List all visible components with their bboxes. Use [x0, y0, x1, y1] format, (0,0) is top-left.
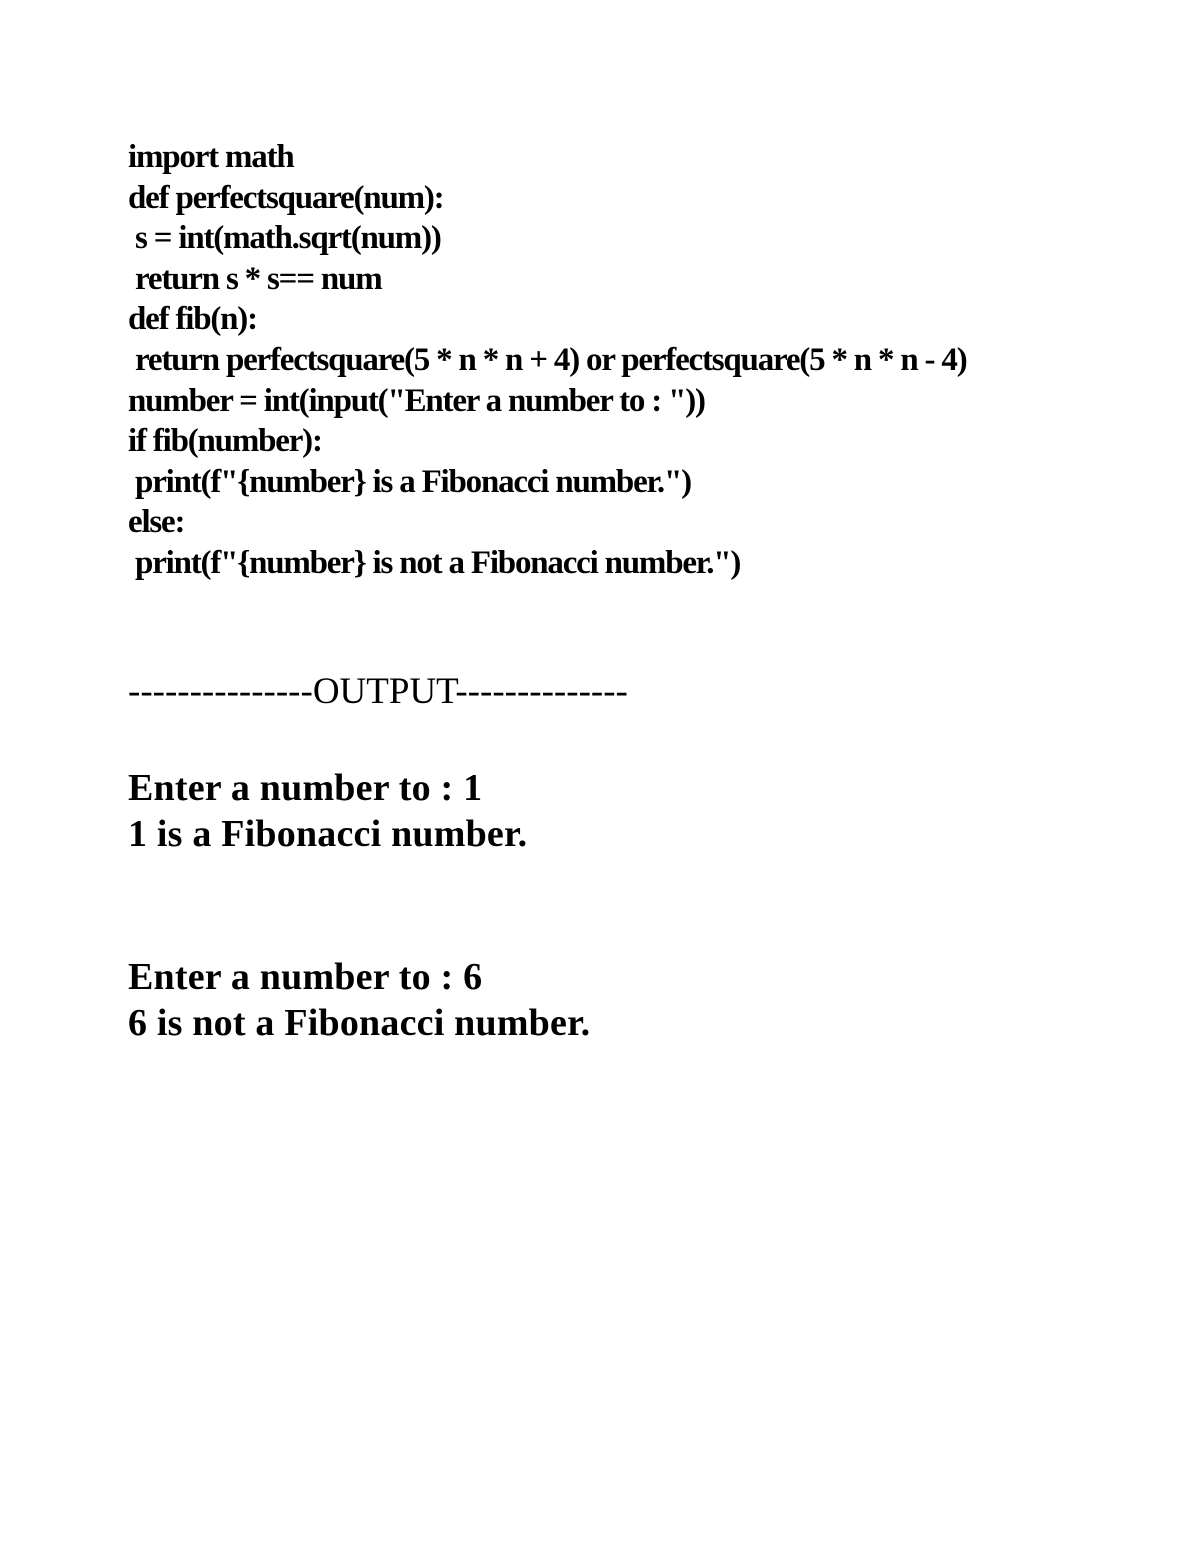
code-line-if: if fib(number): [128, 423, 322, 460]
code-line-sqrt: s = int(math.sqrt(num)) [128, 220, 441, 257]
output-run [128, 765, 1028, 857]
code-line-print-false: print(f"{number} is not a Fibonacci number.") [128, 544, 741, 581]
code-line-import: import math [128, 139, 294, 175]
code-line-return-square: return s * s== num [128, 260, 382, 297]
code-line-else: else: [128, 504, 185, 541]
output-header: ---------------OUTPUT-------------- [128, 671, 628, 712]
code-line-def-perfectsquare: def perfectsquare(num): [128, 179, 444, 216]
code-line-return-fib: return perfectsquare(5 * n * n + 4) or perfectsquare(5 * n * n - 4) [128, 341, 967, 378]
code-block [128, 137, 1168, 584]
output-result: 6 is not a Fibonacci number. [128, 1002, 591, 1044]
code-line-input: number = int(input("Enter a number to : ")) [128, 382, 705, 419]
output-run [128, 954, 1028, 1046]
code-line-def-fib: def fib(n): [128, 301, 257, 338]
code-line-print-true: print(f"{number} is a Fibonacci number.") [128, 463, 691, 500]
output-prompt: Enter a number to : 1 [128, 767, 483, 809]
output-prompt: Enter a number to : 6 [128, 956, 483, 998]
output-result: 1 is a Fibonacci number. [128, 813, 528, 855]
